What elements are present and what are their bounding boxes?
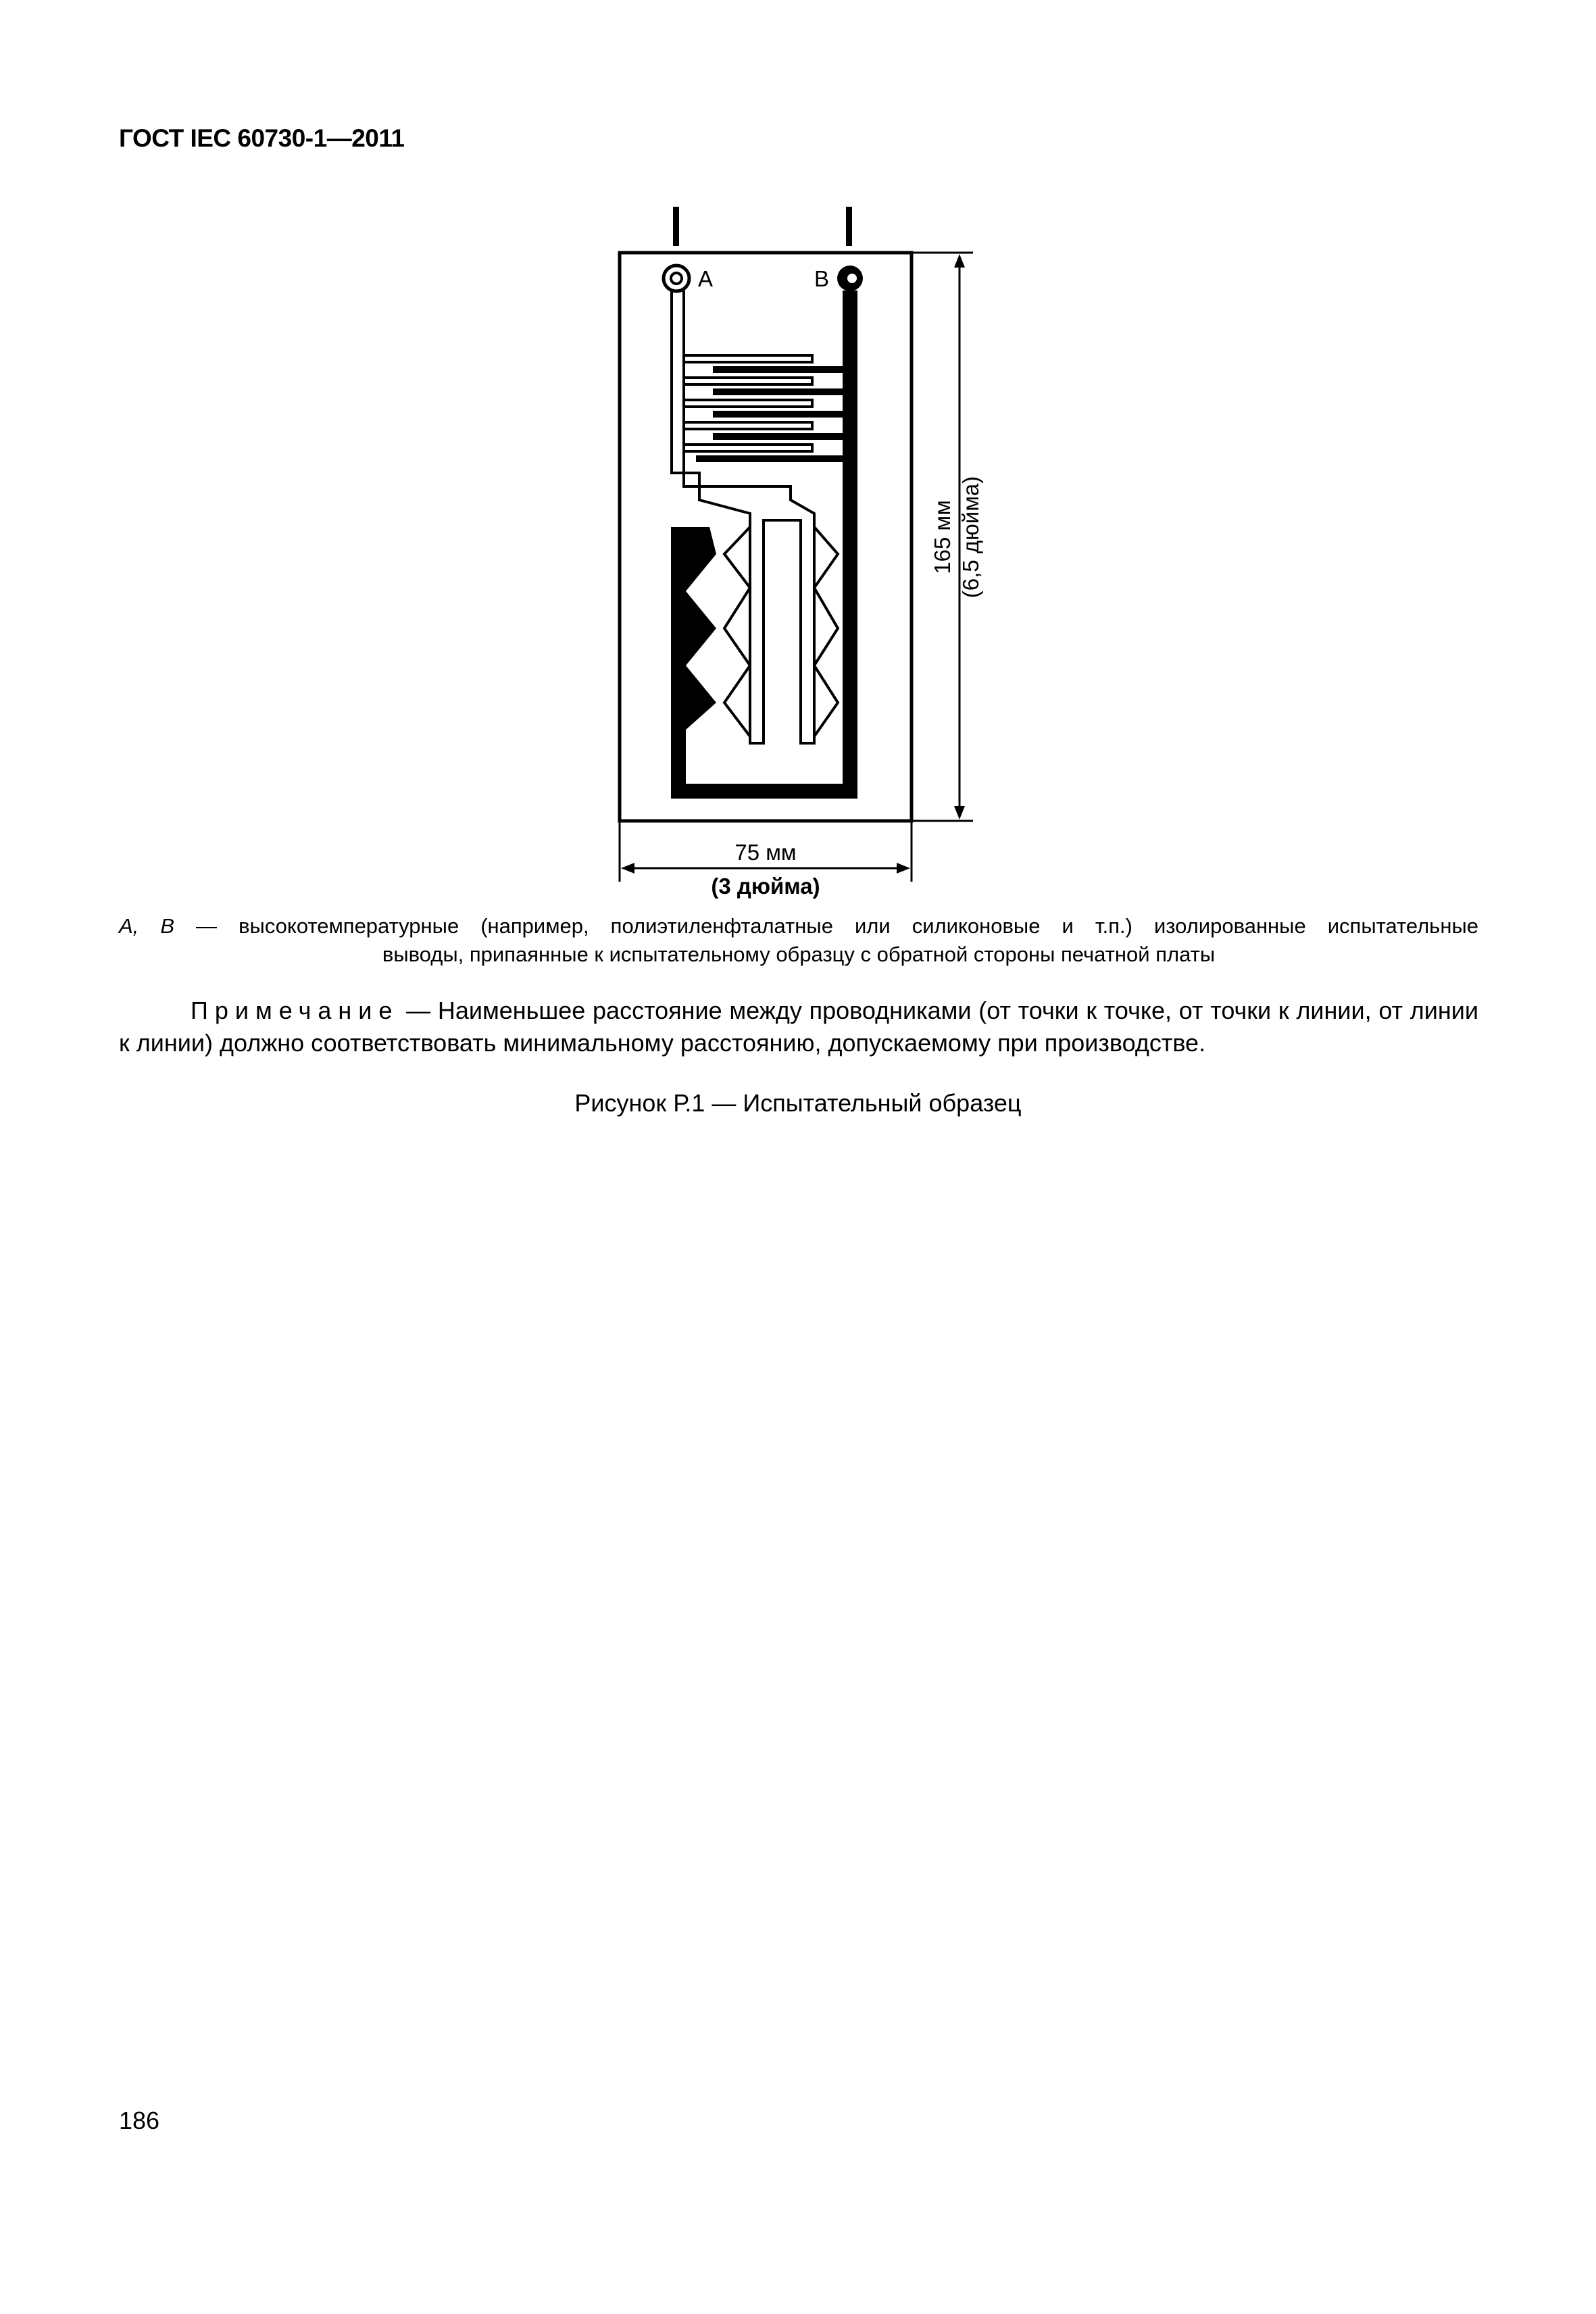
terminal-b-label: B bbox=[814, 266, 830, 291]
note-text: — Наименьшее расстояние между проводниками (от точки к точке, от точки к линии, от линии к линии) должно соответствовать минимальному расстоянию, допускаемому при производстве. bbox=[119, 997, 1478, 1057]
note-paragraph bbox=[119, 995, 1478, 1059]
legend-line-1: A, B — высокотемпературные (например, полиэтиленфталатные или силиконовые и т.п.) изолированные испытательные bbox=[119, 914, 1478, 938]
legend-terminals: A, B bbox=[119, 914, 174, 938]
document-header: ГОСТ IEC 60730-1—2011 bbox=[119, 124, 405, 152]
conductor-b-fingers bbox=[696, 366, 848, 462]
figure-caption: Рисунок Р.1 — Испытательный образец bbox=[574, 1089, 1022, 1117]
conductor-b-saw bbox=[671, 527, 716, 730]
terminal-a-pad bbox=[664, 266, 689, 291]
board-outline bbox=[620, 253, 912, 821]
note-label: Примечание bbox=[191, 997, 399, 1024]
figure-legend bbox=[119, 912, 1478, 969]
lead-wire-b bbox=[846, 207, 852, 246]
height-dim-alt-label: (6,5 дюйма) bbox=[958, 476, 983, 599]
terminal-a-label: A bbox=[698, 266, 714, 291]
width-dim-alt-label: (3 дюйма) bbox=[711, 874, 820, 899]
page-number: 186 bbox=[119, 2107, 160, 2134]
lead-wire-a bbox=[673, 207, 679, 246]
conductor-b-bottom bbox=[671, 784, 857, 799]
test-specimen-figure bbox=[0, 0, 1596, 905]
conductor-a-trace bbox=[672, 291, 838, 743]
legend-line-2: выводы, припаянные к испытательному образцу с обратной стороны печатной платы bbox=[382, 942, 1216, 966]
width-dim-label: 75 мм bbox=[734, 840, 797, 865]
height-dim-label: 165 мм bbox=[930, 500, 955, 574]
